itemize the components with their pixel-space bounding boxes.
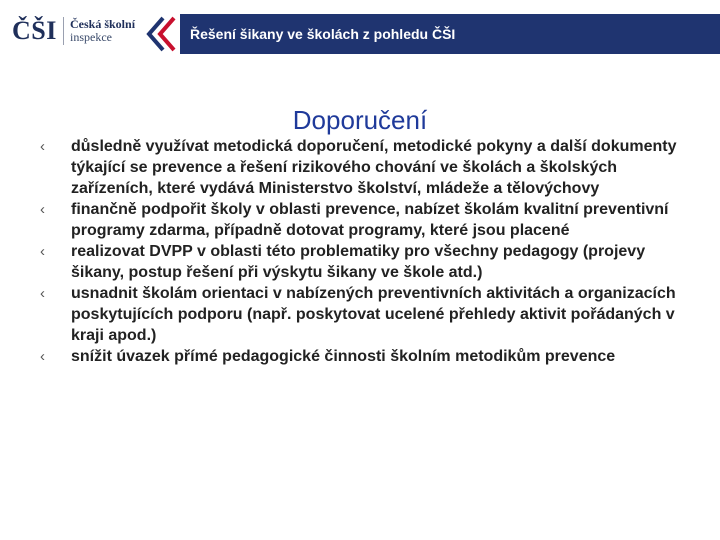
- page-title: Doporučení: [292, 105, 428, 136]
- list-item: [40, 346, 700, 367]
- list-item-text: důsledně využívat metodická doporučení, metodické pokyny a další dokumenty týkající se prevence a řešení rizikového chování ve školách a školských zařízeních, které vydává Ministerstvo školství, mládeže a tělovýchovy: [71, 138, 677, 197]
- csi-logo-text: [70, 18, 135, 44]
- list-item: [40, 199, 700, 241]
- banner-title: Řešení šikany ve školách z pohledu ČŠI: [190, 26, 456, 42]
- list-item-text: snížit úvazek přímé pedagogické činnosti školním metodikům prevence: [71, 348, 616, 365]
- list-item: [40, 136, 700, 199]
- chevron-left-icon: ‹: [40, 243, 45, 260]
- list-item-text: usnadnit školám orientaci v nabízených preventivních aktivitách a organizacích poskytujících podporu (např. poskytovat ucelené přehledy aktivit pořádaných v kraji apod.): [71, 285, 676, 344]
- chevron-left-icon: ‹: [40, 201, 45, 218]
- header: [0, 0, 720, 66]
- list-item: [40, 241, 700, 283]
- list-item-text: finančně podpořit školy v oblasti prevence, nabízet školám kvalitní preventivní programy zdarma, případně dotovat programy, které jsou placené: [71, 201, 669, 239]
- logo-line-1: Česká školní: [70, 17, 136, 31]
- chevron-left-icon: ‹: [40, 285, 45, 302]
- chevron-left-icon: ‹: [40, 348, 45, 365]
- recommendation-list: [40, 136, 700, 367]
- csi-logo-mark: ČŠI: [12, 16, 57, 45]
- logo-line-2: inspekce: [70, 30, 112, 44]
- logo-divider: [63, 17, 64, 45]
- list-item-text: realizovat DVPP v oblasti této problematiky pro všechny pedagogy (projevy šikany, postup řešení při výskytu šikany ve škole atd.): [71, 243, 646, 281]
- chevron-logo-icon: [141, 14, 181, 54]
- list-item: [40, 283, 700, 346]
- chevron-left-icon: ‹: [40, 138, 45, 155]
